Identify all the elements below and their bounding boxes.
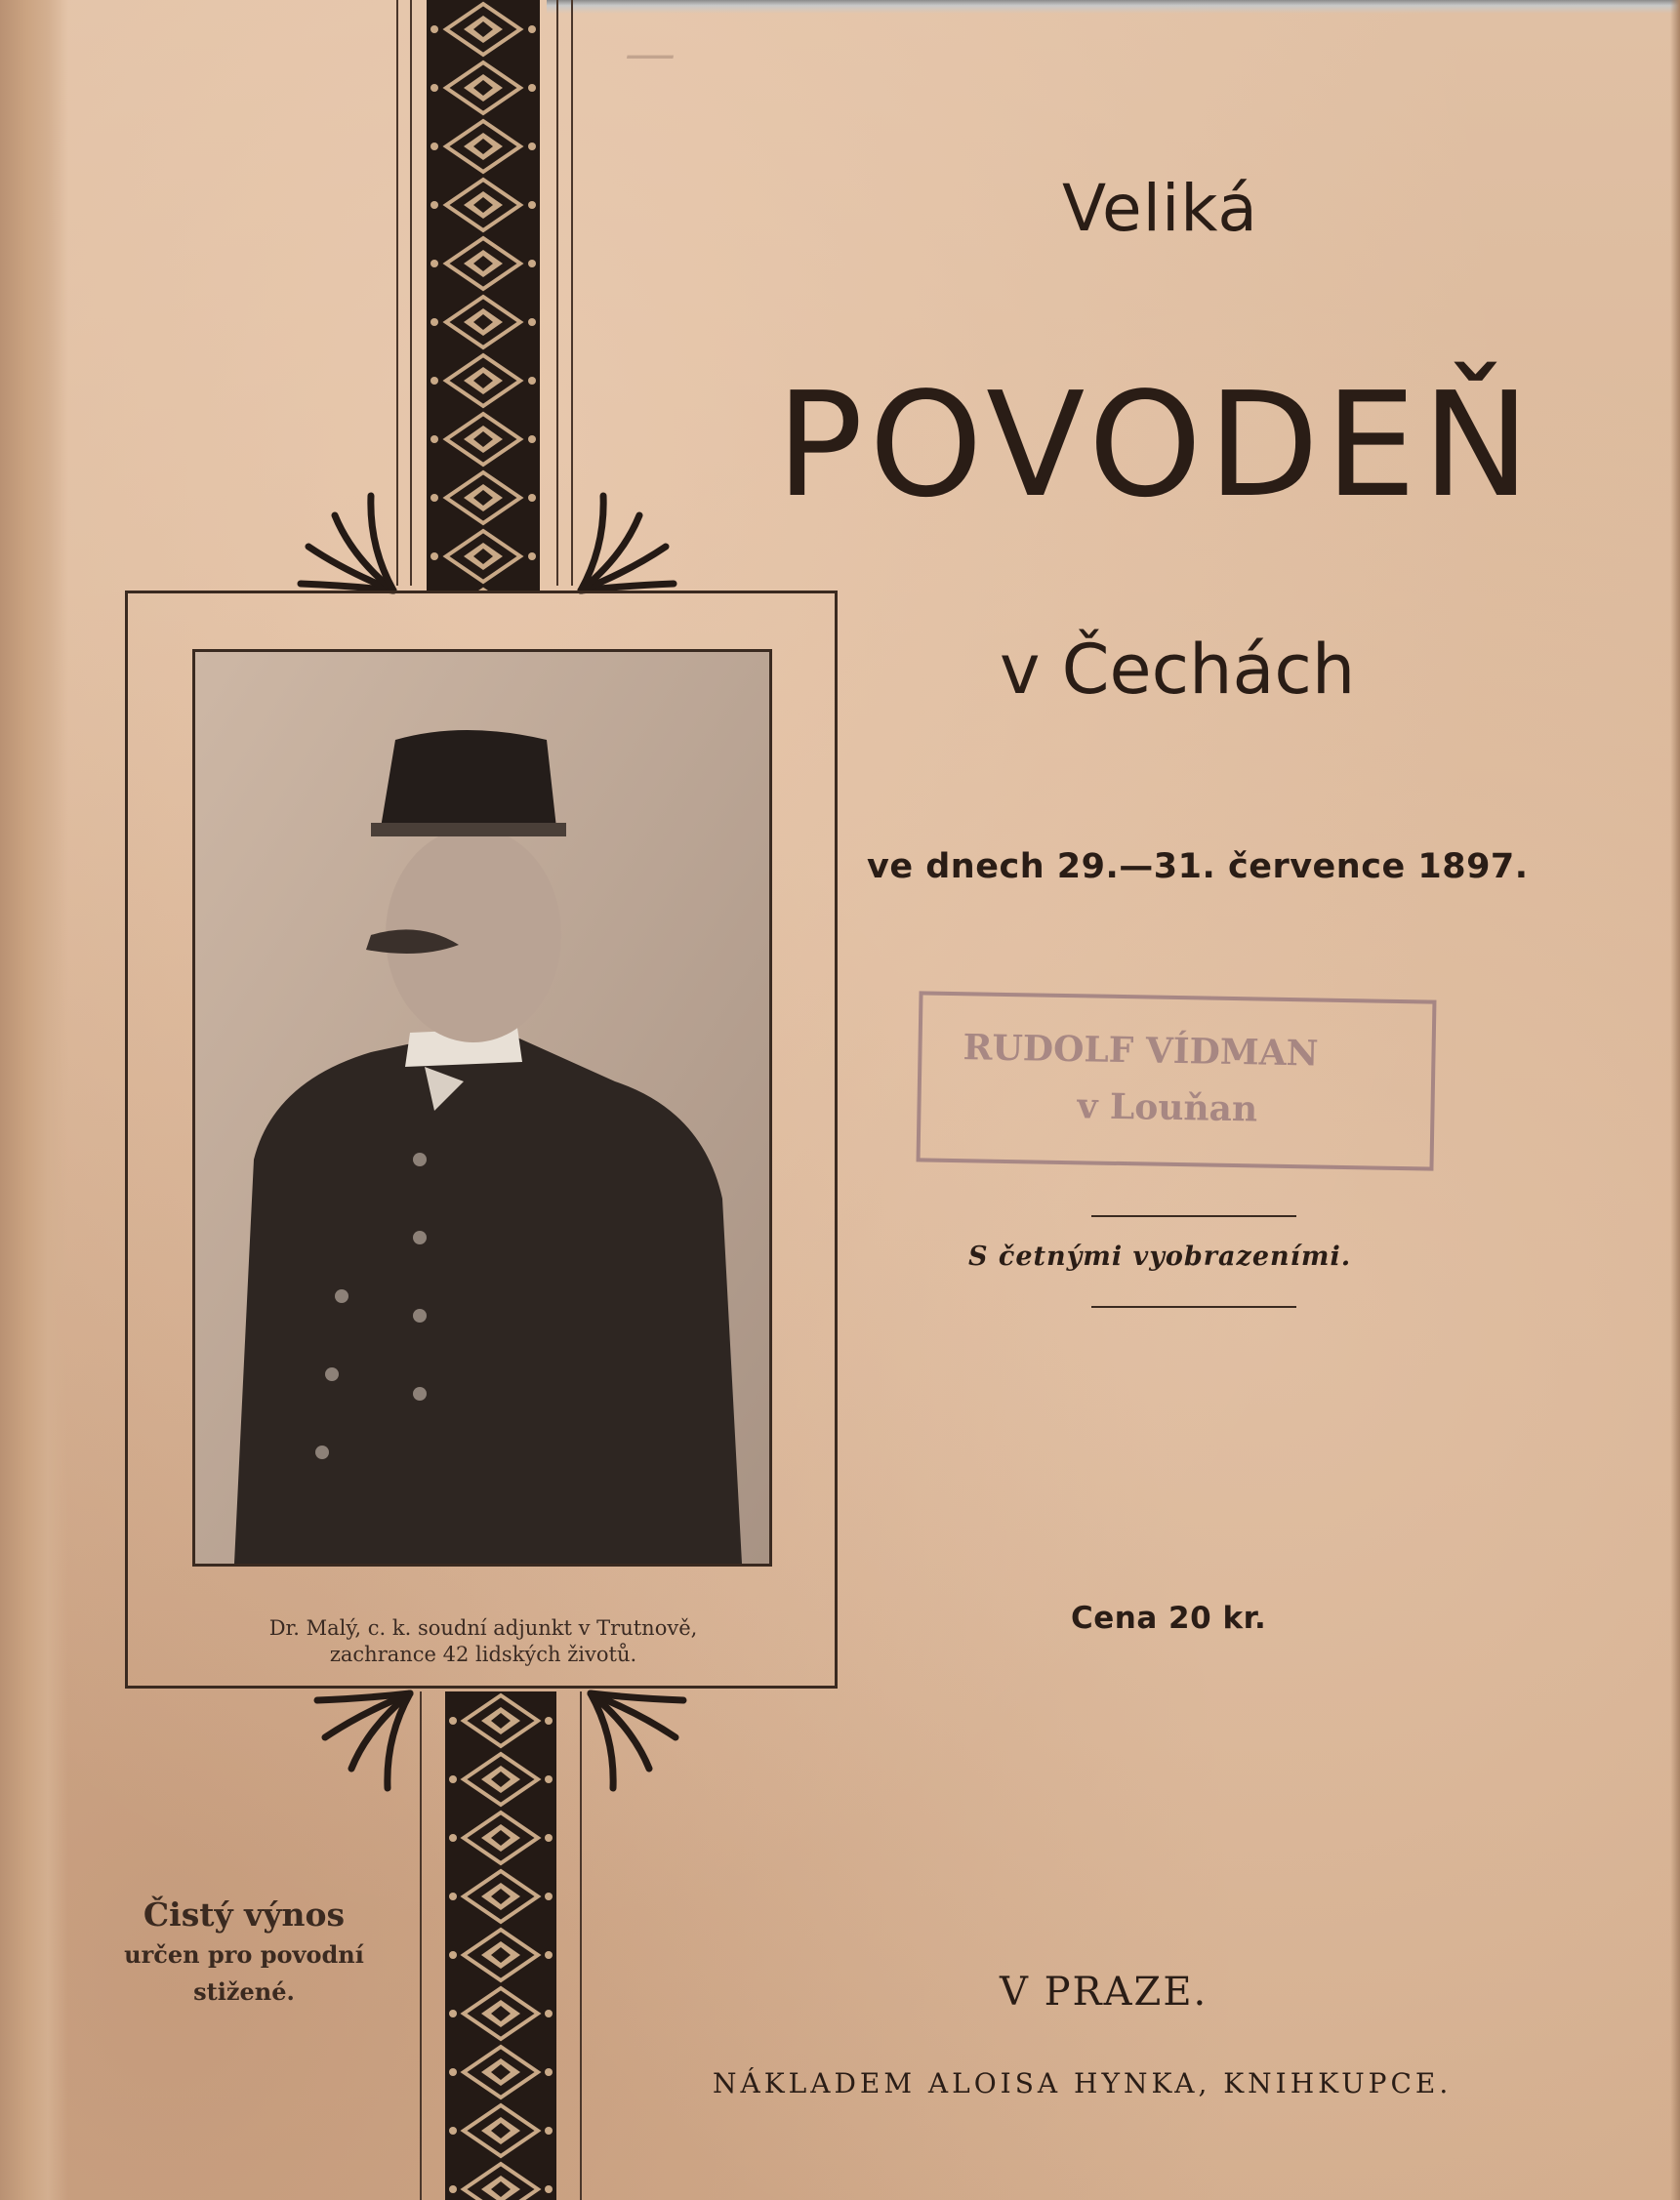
proceeds-note [117, 1894, 371, 2011]
caption-line-2: zachrance 42 lidských životů. [329, 1643, 637, 1666]
faint-handwriting-mark: — [625, 24, 676, 83]
portrait-caption [185, 1615, 781, 1668]
ornamental-band-top [427, 0, 540, 591]
band-rule-right-bottom [580, 1691, 582, 2200]
title-veliká: Veliká [1062, 171, 1258, 246]
ownership-stamp [917, 991, 1437, 1170]
publication-place: V PRAZE. [1000, 1970, 1209, 2015]
publisher: NÁKLADEM ALOISA HYNKA, KNIHKUPCE. [713, 2067, 1453, 2099]
band-rule-right [571, 0, 573, 586]
price: Cena 20 kr. [1071, 1601, 1267, 1636]
title-povoden: POVODEŇ [776, 361, 1537, 529]
page-top-edge [547, 0, 1680, 14]
proceeds-note-line-2: určen pro povodní [124, 1940, 364, 1969]
portrait-photo [192, 649, 772, 1567]
cover-spine-wear [0, 0, 68, 2200]
proceeds-note-line-3: stižené. [193, 1977, 295, 2006]
fan-ornament-bottom-left [307, 1689, 415, 1796]
band-rule-left-bottom [420, 1691, 422, 2200]
illustrations-note: S četnými vyobrazeními. [968, 1242, 1352, 1272]
ornamental-band-bottom [445, 1691, 556, 2200]
fan-ornament-top-right [576, 488, 683, 595]
fan-ornament-top-left [291, 488, 398, 595]
page-right-edge [1670, 0, 1680, 2200]
fan-ornament-bottom-right [586, 1689, 693, 1796]
stamp-line-2: v Louňan [1077, 1085, 1258, 1130]
stamp-line-1: RUDOLF VÍDMAN [963, 1027, 1319, 1075]
divider-top [1091, 1215, 1296, 1217]
caption-line-1: Dr. Malý, c. k. soudní adjunkt v Trutnově, [268, 1616, 698, 1640]
divider-bottom [1091, 1306, 1296, 1308]
proceeds-note-line-1: Čistý výnos [143, 1895, 346, 1934]
flood-dates: ve dnech 29.—31. července 1897. [867, 847, 1529, 886]
band-rule-right-inner [556, 0, 558, 586]
band-rule-left-inner [410, 0, 412, 586]
title-v-cechach: v Čechách [1000, 630, 1356, 710]
